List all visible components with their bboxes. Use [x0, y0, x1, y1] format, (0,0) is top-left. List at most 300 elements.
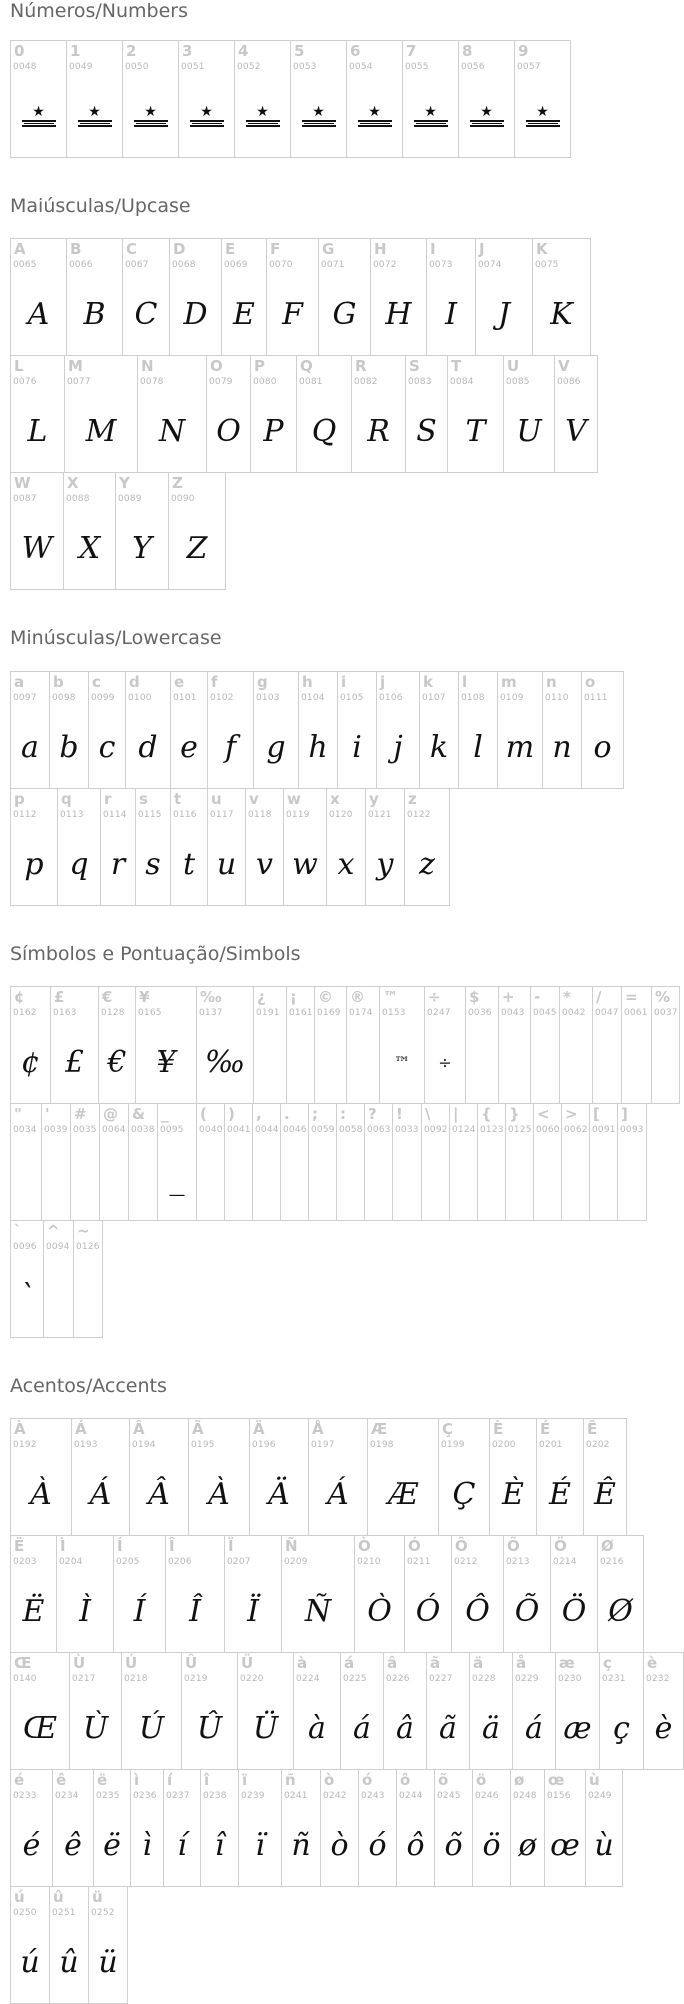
glyph-cell-0234 [52, 1769, 94, 1887]
glyph-code-label: 0107 [422, 693, 446, 703]
glyph-row [10, 1886, 127, 2004]
glyph-char-label: 7 [406, 42, 417, 60]
glyph-preview: õ [444, 1827, 463, 1863]
glyph-cell-0236 [130, 1769, 164, 1887]
glyph-cell-0206 [165, 1535, 225, 1653]
glyph-char-label: O [210, 357, 223, 375]
glyph-cell-0231 [599, 1652, 644, 1770]
glyph-cell-0101 [170, 671, 208, 789]
glyph-row [10, 40, 570, 158]
glyph-cell-0042 [559, 986, 593, 1104]
glyph-preview [281, 1154, 308, 1204]
glyph-char-label: ù [589, 1771, 600, 1789]
glyph-code-label: 0084 [450, 377, 474, 387]
glyph-char-label: ô [400, 1771, 411, 1789]
glyph-preview [71, 1154, 99, 1204]
glyph-preview: â [396, 1710, 414, 1746]
glyph-code-label: 0125 [508, 1125, 532, 1135]
glyph-preview: P [263, 413, 284, 449]
glyph-code-label: 0111 [584, 693, 608, 703]
glyph-cell-0227 [426, 1652, 470, 1770]
glyph-char-label: j [380, 673, 386, 691]
glyph-preview: a [21, 729, 39, 765]
glyph-char-label: Œ [14, 1654, 32, 1672]
glyph-preview [422, 1154, 449, 1204]
glyph-char-label: Ì [60, 1537, 66, 1555]
glyph-preview: ç [613, 1710, 630, 1746]
glyph-code-label: 0118 [248, 810, 272, 820]
glyph-code-label: 0106 [379, 693, 403, 703]
glyph-preview: À [30, 1476, 52, 1512]
glyph-char-label: P [254, 357, 265, 375]
glyph-code-label: 0192 [13, 1440, 37, 1450]
glyph-preview [254, 1037, 286, 1087]
glyph-cell-0193 [71, 1418, 130, 1536]
glyph-char-label: à [297, 1654, 308, 1672]
glyph-cell-0056 [458, 40, 515, 158]
glyph-cell-0069 [221, 238, 267, 356]
glyph-cell-0088 [63, 472, 116, 590]
glyph-char-label: < [537, 1105, 550, 1123]
glyph-code-label: 0089 [118, 494, 142, 504]
glyph-code-label: 0252 [91, 1908, 115, 1918]
glyph-char-label: Ë [14, 1537, 25, 1555]
glyph-char-label: { [481, 1105, 492, 1123]
glyph-preview: Î [189, 1593, 201, 1629]
glyph-cell-0237 [163, 1769, 201, 1887]
glyph-char-label: Ò [358, 1537, 371, 1555]
glyph-preview [100, 1154, 128, 1204]
glyph-preview: L [27, 413, 48, 449]
glyph-char-label: F [270, 240, 281, 258]
glyph-code-label: 0036 [468, 1008, 492, 1018]
glyph-char-label: N [141, 357, 154, 375]
glyph-char-label: 6 [350, 42, 361, 60]
glyph-char-label: - [534, 988, 541, 1006]
glyph-cell-0209 [281, 1535, 355, 1653]
glyph-cell-0120 [326, 788, 366, 906]
glyph-char-label: Ó [408, 1537, 421, 1555]
glyph-code-label: 0075 [535, 260, 559, 270]
glyph-char-label: Y [119, 474, 130, 492]
glyph-code-label: 0242 [323, 1791, 347, 1801]
glyph-char-label: ) [228, 1105, 235, 1123]
glyph-code-label: 0227 [429, 1674, 453, 1684]
glyph-cell-0033 [392, 1103, 422, 1221]
glyph-cell-0252 [88, 1886, 128, 2004]
glyph-code-label: 0126 [76, 1242, 100, 1252]
glyph-row [10, 1220, 102, 1338]
glyph-cell-0077 [64, 355, 138, 473]
glyph-code-label: 0044 [255, 1125, 279, 1135]
glyph-preview: ä [482, 1710, 500, 1746]
glyph-preview [450, 1154, 477, 1204]
glyph-preview: ì [142, 1827, 152, 1863]
glyph-cell-0111 [581, 671, 624, 789]
glyph-cell-0072 [370, 238, 427, 356]
glyph-cell-0066 [66, 238, 123, 356]
glyph-code-label: 0238 [203, 1791, 227, 1801]
glyph-code-label: 0217 [72, 1674, 96, 1684]
glyph-char-label: V [558, 357, 570, 375]
glyph-preview: K [550, 296, 573, 332]
glyph-cell-0097 [10, 671, 50, 789]
glyph-code-label: 0140 [13, 1674, 37, 1684]
glyph-char-label: p [14, 790, 25, 808]
glyph-cell-0073 [426, 238, 476, 356]
glyph-cell-0064 [99, 1103, 129, 1221]
glyph-cell-0229 [512, 1652, 556, 1770]
glyph-char-label: ú [14, 1888, 25, 1906]
glyph-preview: Ò [367, 1593, 392, 1629]
glyph-preview: x [337, 846, 355, 882]
glyph-char-label: £ [54, 988, 65, 1006]
glyph-char-label: E [225, 240, 236, 258]
glyph-code-label: 0248 [513, 1791, 537, 1801]
glyph-preview: Ë [22, 1593, 45, 1629]
glyph-cell-0109 [497, 671, 543, 789]
glyph-preview: O [216, 413, 241, 449]
glyph-preview: y [376, 846, 394, 882]
glyph-char-label: 0 [14, 42, 25, 60]
glyph-char-label: ó [362, 1771, 373, 1789]
glyph-char-label: ™ [383, 988, 398, 1006]
glyph-code-label: 0092 [424, 1125, 448, 1135]
glyph-char-label: À [14, 1420, 26, 1438]
glyph-cell-0202 [583, 1418, 627, 1536]
glyph-row [10, 355, 597, 473]
glyph-char-label: g [257, 673, 268, 691]
glyph-cell-0219 [181, 1652, 238, 1770]
glyph-cell-0246 [472, 1769, 511, 1887]
glyph-char-label: % [655, 988, 671, 1006]
glyph-char-label: C [126, 240, 138, 258]
glyph-preview [499, 1037, 530, 1087]
glyph-preview: Æ [387, 1476, 419, 1512]
glyph-char-label: q [61, 790, 72, 808]
glyph-code-label: 0090 [171, 494, 195, 504]
glyph-cell-0217 [69, 1652, 122, 1770]
glyph-code-label: 0165 [138, 1008, 162, 1018]
glyph-cell-0091 [589, 1103, 618, 1221]
glyph-preview: É [549, 1476, 571, 1512]
glyph-cell-0095 [157, 1103, 197, 1221]
glyph-cell-0251 [49, 1886, 89, 2004]
glyph-code-label: 0199 [441, 1440, 465, 1450]
glyph-code-label: 0250 [13, 1908, 37, 1918]
glyph-char-label: Â [133, 1420, 145, 1438]
glyph-cell-0228 [469, 1652, 513, 1770]
glyph-char-label: ' [45, 1105, 50, 1123]
glyph-preview: N [158, 413, 186, 449]
glyph-code-label: 0059 [311, 1125, 335, 1135]
glyph-char-label: x [330, 790, 340, 808]
glyph-preview [466, 1037, 498, 1087]
glyph-code-label: 0096 [13, 1242, 37, 1252]
glyph-code-label: 0245 [437, 1791, 461, 1801]
glyph-char-label: J [479, 240, 485, 258]
glyph-code-label: 0191 [256, 1008, 280, 1018]
glyph-preview: t [182, 846, 196, 882]
glyph-cell-0082 [351, 355, 406, 473]
glyph-char-label: û [53, 1888, 64, 1906]
glyph-char-label: k [423, 673, 433, 691]
glyph-cell-0080 [250, 355, 297, 473]
section-title-maiusculas-upcase: Maiúsculas/Upcase [10, 195, 191, 217]
glyph-char-label: $ [469, 988, 480, 1006]
glyph-code-label: 0045 [533, 1008, 557, 1018]
glyph-char-label: I [430, 240, 436, 258]
glyph-code-label: 0039 [44, 1125, 68, 1135]
glyph-preview: ó [368, 1827, 387, 1863]
glyph-char-label: ¥ [139, 988, 150, 1006]
glyph-preview [74, 1271, 102, 1321]
glyph-cell-0201 [536, 1418, 584, 1536]
glyph-code-label: 0058 [339, 1125, 363, 1135]
glyph-code-label: 0115 [138, 810, 162, 820]
glyph-code-label: 0067 [125, 260, 149, 270]
glyph-preview: ù [594, 1827, 614, 1863]
glyph-char-label: Ã [192, 1420, 204, 1438]
glyph-preview: Ì [79, 1593, 91, 1629]
glyph-preview: Ê [594, 1476, 616, 1512]
glyph-char-label: Ñ [285, 1537, 298, 1555]
glyph-cell-0037 [651, 986, 680, 1104]
glyph-char-label: Z [172, 474, 183, 492]
glyph-code-label: 0046 [283, 1125, 307, 1135]
glyph-cell-0203 [10, 1535, 57, 1653]
glyph-preview: ñ [291, 1827, 311, 1863]
glyph-code-label: 0116 [173, 810, 197, 820]
glyph-preview [506, 1154, 533, 1204]
glyph-cell-0057 [514, 40, 571, 158]
glyph-preview: Â [148, 1476, 170, 1512]
glyph-preview [393, 1154, 421, 1204]
glyph-code-label: 0220 [240, 1674, 264, 1684]
glyph-preview [225, 1154, 252, 1204]
glyph-code-label: 0114 [103, 810, 127, 820]
glyph-char-label: u [211, 790, 222, 808]
glyph-char-label: ¿ [257, 988, 266, 1006]
glyph-char-label: h [302, 673, 313, 691]
glyph-code-label: 0048 [13, 62, 37, 72]
glyph-cell-0123 [477, 1103, 506, 1221]
glyph-char-label: Ô [455, 1537, 468, 1555]
glyph-cell-0065 [10, 238, 67, 356]
glyph-cell-0124 [449, 1103, 478, 1221]
glyph-code-label: 0086 [557, 377, 581, 387]
glyph-char-label: 8 [462, 42, 473, 60]
glyph-cell-0041 [224, 1103, 253, 1221]
glyph-cell-0103 [253, 671, 299, 789]
glyph-preview: æ [563, 1710, 592, 1746]
glyph-preview: ¢ [20, 1044, 41, 1080]
glyph-preview: W [21, 530, 53, 566]
glyph-cell-0084 [447, 355, 504, 473]
glyph-cell-0122 [404, 788, 450, 906]
glyph-preview: f [224, 729, 237, 765]
glyph-char-label: ë [97, 1771, 108, 1789]
glyph-row [10, 1103, 646, 1221]
glyph-preview: q [69, 846, 89, 882]
glyph-preview: Ó [415, 1593, 441, 1629]
glyph-cell-0207 [224, 1535, 282, 1653]
glyph-code-label: 0241 [284, 1791, 308, 1801]
glyph-char-label: b [53, 673, 64, 691]
glyph-cell-0075 [532, 238, 591, 356]
glyph-cell-0161 [286, 986, 315, 1104]
glyph-cell-0054 [346, 40, 403, 158]
glyph-preview: c [98, 729, 116, 765]
glyph-code-label: 0100 [128, 693, 152, 703]
glyph-code-label: 0050 [125, 62, 149, 72]
glyph-preview: Á [89, 1476, 112, 1512]
glyph-code-label: 0095 [160, 1125, 184, 1135]
glyph-code-label: 0137 [199, 1008, 223, 1018]
glyph-preview: à [308, 1710, 326, 1746]
glyph-char-label: è [647, 1654, 658, 1672]
glyph-cell-0192 [10, 1418, 72, 1536]
glyph-cell-0105 [337, 671, 377, 789]
glyph-code-label: 0169 [317, 1008, 341, 1018]
glyph-preview: Á [327, 1476, 349, 1512]
glyph-preview: Ù [82, 1710, 109, 1746]
star-logo-icon: ★ [347, 91, 402, 141]
glyph-code-label: 0244 [399, 1791, 423, 1801]
glyph-char-label: Æ [371, 1420, 388, 1438]
glyph-cell-0125 [505, 1103, 534, 1221]
glyph-preview [129, 1154, 157, 1204]
glyph-char-label: Ä [253, 1420, 265, 1438]
glyph-cell-0210 [354, 1535, 405, 1653]
section-title-minusculas-lowercase: Minúsculas/Lowercase [10, 627, 222, 649]
glyph-char-label: Á [75, 1420, 87, 1438]
glyph-row [10, 1652, 683, 1770]
glyph-code-label: 0109 [500, 693, 524, 703]
glyph-row [10, 671, 623, 789]
glyph-code-label: 0054 [349, 62, 373, 72]
glyph-code-label: 0231 [602, 1674, 626, 1684]
glyph-cell-0089 [115, 472, 169, 590]
glyph-code-label: 0239 [241, 1791, 265, 1801]
glyph-cell-0047 [592, 986, 622, 1104]
glyph-char-label: } [509, 1105, 520, 1123]
glyph-code-label: 0040 [199, 1125, 223, 1135]
star-logo-icon: ★ [515, 91, 570, 141]
glyph-char-label: B [70, 240, 82, 258]
glyph-cell-0060 [533, 1103, 562, 1221]
glyph-code-label: 0102 [210, 693, 234, 703]
glyph-code-label: 0049 [69, 62, 93, 72]
glyph-char-label: ì [134, 1771, 140, 1789]
glyph-char-label: S [409, 357, 420, 375]
glyph-char-label: ^ [47, 1222, 60, 1240]
glyph-char-label: d [129, 673, 140, 691]
glyph-cell-0058 [336, 1103, 365, 1221]
glyph-preview: ï [255, 1827, 265, 1863]
glyph-code-label: 0098 [52, 693, 76, 703]
glyph-code-label: 0077 [67, 377, 91, 387]
glyph-preview [309, 1154, 336, 1204]
glyph-code-label: 0161 [289, 1008, 313, 1018]
glyph-char-label: œ [548, 1771, 565, 1789]
glyph-preview: ú [20, 1944, 40, 1980]
glyph-cell-0121 [365, 788, 405, 906]
glyph-preview: G [332, 296, 357, 332]
glyph-code-label: 0076 [13, 377, 37, 387]
glyph-cell-0162 [10, 986, 51, 1104]
glyph-code-label: 0061 [624, 1008, 648, 1018]
glyph-code-label: 0117 [210, 810, 234, 820]
glyph-char-label: H [374, 240, 387, 258]
glyph-code-label: 0163 [53, 1008, 77, 1018]
star-logo-icon: ★ [123, 91, 178, 141]
glyph-preview [197, 1154, 224, 1204]
glyph-code-label: 0037 [654, 1008, 678, 1018]
glyph-code-label: 0082 [354, 377, 378, 387]
glyph-preview: ê [64, 1827, 82, 1863]
glyph-char-label: Û [185, 1654, 198, 1672]
glyph-preview: £ [64, 1044, 85, 1080]
glyph-cell-0216 [597, 1535, 644, 1653]
glyph-cell-0048 [10, 40, 67, 158]
glyph-cell-0194 [129, 1418, 189, 1536]
glyph-preview: C [134, 296, 158, 332]
glyph-cell-0046 [280, 1103, 309, 1221]
glyph-preview [347, 1037, 379, 1087]
glyph-preview: e [180, 729, 198, 765]
glyph-code-label: 0229 [515, 1674, 539, 1684]
glyph-code-label: 0113 [60, 810, 84, 820]
glyph-char-label: æ [559, 1654, 575, 1672]
glyph-preview: À [208, 1476, 230, 1512]
glyph-code-label: 0237 [166, 1791, 190, 1801]
glyph-char-label: [ [593, 1105, 600, 1123]
glyph-char-label: r [104, 790, 112, 808]
glyph-cell-0102 [207, 671, 254, 789]
glyph-preview: ö [482, 1827, 501, 1863]
glyph-char-label: t [174, 790, 182, 808]
glyph-code-label: 0043 [501, 1008, 525, 1018]
glyph-cell-0214 [550, 1535, 598, 1653]
glyph-code-label: 0065 [13, 260, 37, 270]
glyph-preview [560, 1037, 592, 1087]
star-logo-icon: ★ [67, 91, 122, 141]
glyph-preview [531, 1037, 559, 1087]
glyph-char-label: ! [396, 1105, 403, 1123]
glyph-preview: ÷ [438, 1052, 452, 1072]
glyph-code-label: 0211 [407, 1557, 431, 1567]
glyph-code-label: 0156 [547, 1791, 571, 1801]
glyph-char-label: s [139, 790, 148, 808]
glyph-preview [590, 1154, 617, 1204]
glyph-char-label: Ú [125, 1654, 138, 1672]
glyph-char-label: U [507, 357, 520, 375]
glyph-code-label: 0228 [472, 1674, 496, 1684]
glyph-cell-0093 [617, 1103, 647, 1221]
glyph-preview: € [107, 1044, 127, 1080]
glyph-char-label: y [369, 790, 379, 808]
glyph-cell-0094 [43, 1220, 74, 1338]
glyph-char-label: Å [312, 1420, 324, 1438]
glyph-code-label: 0213 [506, 1557, 530, 1567]
glyph-char-label: T [451, 357, 462, 375]
glyph-char-label: = [625, 988, 638, 1006]
glyph-char-label: ä [473, 1654, 484, 1672]
glyph-cell-0034 [10, 1103, 42, 1221]
glyph-preview [315, 1037, 346, 1087]
glyph-cell-0099 [88, 671, 126, 789]
